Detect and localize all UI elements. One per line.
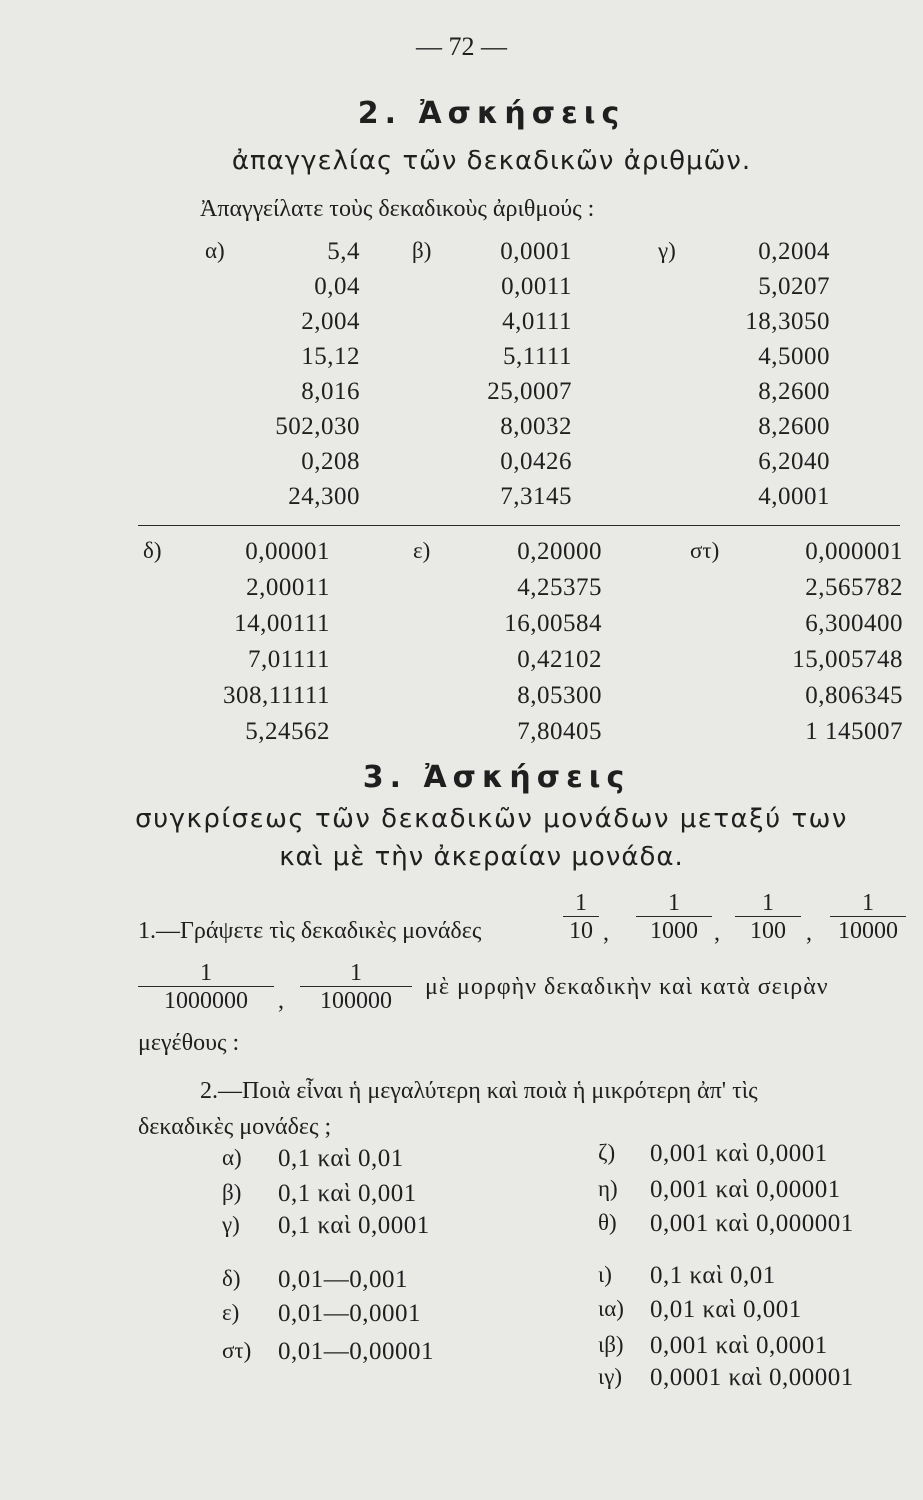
fraction-numerator: 1 xyxy=(350,960,362,986)
ex2-line2: δεκαδικὲς μονάδες ; xyxy=(138,1114,332,1140)
group-e-value: 7,80405 xyxy=(517,718,602,745)
ex1-last-line: μεγέθους : xyxy=(138,1030,240,1056)
page-number: — 72 — xyxy=(416,32,507,61)
group-c-value: 5,0207 xyxy=(758,273,830,300)
group-a-value: 502,030 xyxy=(275,413,360,440)
ex2-right-item-text: 0,1 καὶ 0,01 xyxy=(650,1262,776,1289)
fraction-numerator: 1 xyxy=(200,960,212,986)
fraction-denominator: 1000 xyxy=(636,916,712,945)
fraction-1-1000 xyxy=(636,890,712,945)
fraction-denominator: 1000000 xyxy=(138,986,274,1015)
ex2-left-item-label: β) xyxy=(222,1180,242,1205)
group-d-value: 14,00111 xyxy=(234,610,330,637)
group-a-value: 2,004 xyxy=(301,308,360,335)
group-e-value: 4,25375 xyxy=(517,574,602,601)
group-e-value: 0,20000 xyxy=(517,538,602,565)
group-d-value: 308,11111 xyxy=(222,682,330,709)
group-c-value: 18,3050 xyxy=(745,308,830,335)
ex2-right-item-text: 0,001 καὶ 0,00001 xyxy=(650,1176,841,1203)
fraction-denominator: 100000 xyxy=(300,986,412,1015)
fraction-1-10 xyxy=(563,890,599,945)
fraction-comma: , xyxy=(806,920,812,946)
ex2-left-item-text: 0,01—0,0001 xyxy=(278,1300,421,1327)
group-a-value: 8,016 xyxy=(301,378,360,405)
section2-subheading: ἀπαγγελίας τῶν δεκαδικῶν ἀριθμῶν. xyxy=(231,146,752,176)
group-d-value: 2,00011 xyxy=(246,574,330,601)
group-b-value: 7,3145 xyxy=(500,483,572,510)
group-f-value: 0,000001 xyxy=(805,538,903,565)
group-b-label: β) xyxy=(412,238,432,263)
group-c-value: 4,0001 xyxy=(758,483,830,510)
group-c-label: γ) xyxy=(658,238,676,263)
ex2-left-item-label: στ) xyxy=(222,1338,252,1363)
ex2-right-item-label: η) xyxy=(598,1176,618,1201)
group-e-value: 16,00584 xyxy=(504,610,602,637)
ex2-right-item-label: ιβ) xyxy=(598,1332,624,1357)
group-c-value: 6,2040 xyxy=(758,448,830,475)
fraction-comma: , xyxy=(714,920,720,946)
group-b-value: 8,0032 xyxy=(500,413,572,440)
fraction-numerator: 1 xyxy=(575,890,587,916)
group-b-value: 4,0111 xyxy=(502,308,572,335)
ex2-right-item-text: 0,0001 καὶ 0,00001 xyxy=(650,1364,854,1391)
group-b-value: 0,0011 xyxy=(501,273,572,300)
section2-heading: 2. Ἀσκήσεις xyxy=(357,96,626,131)
ex2-left-item-text: 0,1 καὶ 0,0001 xyxy=(278,1212,430,1239)
ex2-right-item-label: ιγ) xyxy=(598,1364,623,1389)
fraction-denominator: 10000 xyxy=(830,916,906,945)
group-f-value: 1 145007 xyxy=(805,718,903,745)
ex2-right-item-label: ι) xyxy=(598,1262,612,1287)
fraction-denominator: 100 xyxy=(735,916,801,945)
group-f-value: 0,806345 xyxy=(805,682,903,709)
ex1-suffix: μὲ μορφὴν δεκαδικὴν καὶ κατὰ σειρὰν xyxy=(425,974,829,1000)
fraction-1-10000 xyxy=(830,890,906,945)
group-a-value: 24,300 xyxy=(288,483,360,510)
fraction-1-100000 xyxy=(300,960,412,1015)
group-d-value: 0,00001 xyxy=(245,538,330,565)
group-d-label: δ) xyxy=(143,538,162,563)
fraction-numerator: 1 xyxy=(762,890,774,916)
group-e-value: 0,42102 xyxy=(517,646,602,673)
group-e-value: 8,05300 xyxy=(517,682,602,709)
group-a-value: 5,4 xyxy=(327,238,360,265)
group-c-value: 8,2600 xyxy=(758,378,830,405)
ex2-right-item-label: ζ) xyxy=(598,1140,616,1165)
group-b-value: 5,1111 xyxy=(503,343,572,370)
ex2-left-item-text: 0,1 καὶ 0,01 xyxy=(278,1145,404,1172)
ex2-left-item-label: γ) xyxy=(222,1212,240,1237)
group-f-value: 2,565782 xyxy=(805,574,903,601)
ex1-prefix: 1.—Γράψετε τὶς δεκαδικὲς μονάδες xyxy=(138,918,482,944)
group-b-value: 0,0426 xyxy=(500,448,572,475)
ex2-left-item-text: 0,01—0,001 xyxy=(278,1266,408,1293)
ex2-line1: 2.—Ποιὰ εἶναι ἡ μεγαλύτερη καὶ ποιὰ ἡ μικρότερη ἀπ' τὶς xyxy=(200,1078,758,1104)
group-b-value: 0,0001 xyxy=(500,238,572,265)
ex2-left-item-text: 0,01—0,00001 xyxy=(278,1338,434,1365)
ex2-left-item-label: ε) xyxy=(222,1300,240,1325)
group-a-value: 15,12 xyxy=(301,343,360,370)
ex2-right-item-text: 0,001 καὶ 0,0001 xyxy=(650,1140,828,1167)
ex2-left-item-text: 0,1 καὶ 0,001 xyxy=(278,1180,417,1207)
group-f-value: 6,300400 xyxy=(805,610,903,637)
section3-heading: 3. Ἀσκήσεις xyxy=(362,760,631,795)
group-e-label: ε) xyxy=(413,538,431,563)
group-f-value: 15,005748 xyxy=(792,646,903,673)
fraction-comma: , xyxy=(278,988,284,1014)
ex2-right-item-text: 0,001 καὶ 0,0001 xyxy=(650,1332,828,1359)
ex2-right-item-label: ια) xyxy=(598,1296,624,1321)
fraction-denominator: 10 xyxy=(563,916,599,945)
ex2-right-item-text: 0,01 καὶ 0,001 xyxy=(650,1296,802,1323)
table-divider xyxy=(138,525,900,526)
section3-subheading-line1: συγκρίσεως τῶν δεκαδικῶν μονάδων μεταξύ των xyxy=(135,804,848,834)
ex2-right-item-text: 0,001 καὶ 0,000001 xyxy=(650,1210,854,1237)
group-b-value: 25,0007 xyxy=(487,378,572,405)
group-f-label: στ) xyxy=(690,538,720,563)
group-a-value: 0,04 xyxy=(314,273,360,300)
fraction-numerator: 1 xyxy=(862,890,874,916)
section2-instruction: Ἀπαγγείλατε τοὺς δεκαδικοὺς ἀριθμούς : xyxy=(200,196,595,222)
group-a-value: 0,208 xyxy=(301,448,360,475)
fraction-numerator: 1 xyxy=(668,890,680,916)
group-d-value: 5,24562 xyxy=(245,718,330,745)
fraction-comma: , xyxy=(603,920,609,946)
fraction-1-100 xyxy=(735,890,801,945)
ex2-left-item-label: δ) xyxy=(222,1266,241,1291)
group-d-value: 7,01111 xyxy=(248,646,330,673)
group-c-value: 4,5000 xyxy=(758,343,830,370)
section3-subheading-line2: καὶ μὲ τὴν ἀκεραίαν μονάδα. xyxy=(279,842,684,872)
group-c-value: 0,2004 xyxy=(758,238,830,265)
ex2-right-item-label: θ) xyxy=(598,1210,617,1235)
ex2-left-item-label: α) xyxy=(222,1145,242,1170)
group-c-value: 8,2600 xyxy=(758,413,830,440)
group-a-label: α) xyxy=(205,238,225,263)
fraction-1-1000000 xyxy=(138,960,274,1015)
